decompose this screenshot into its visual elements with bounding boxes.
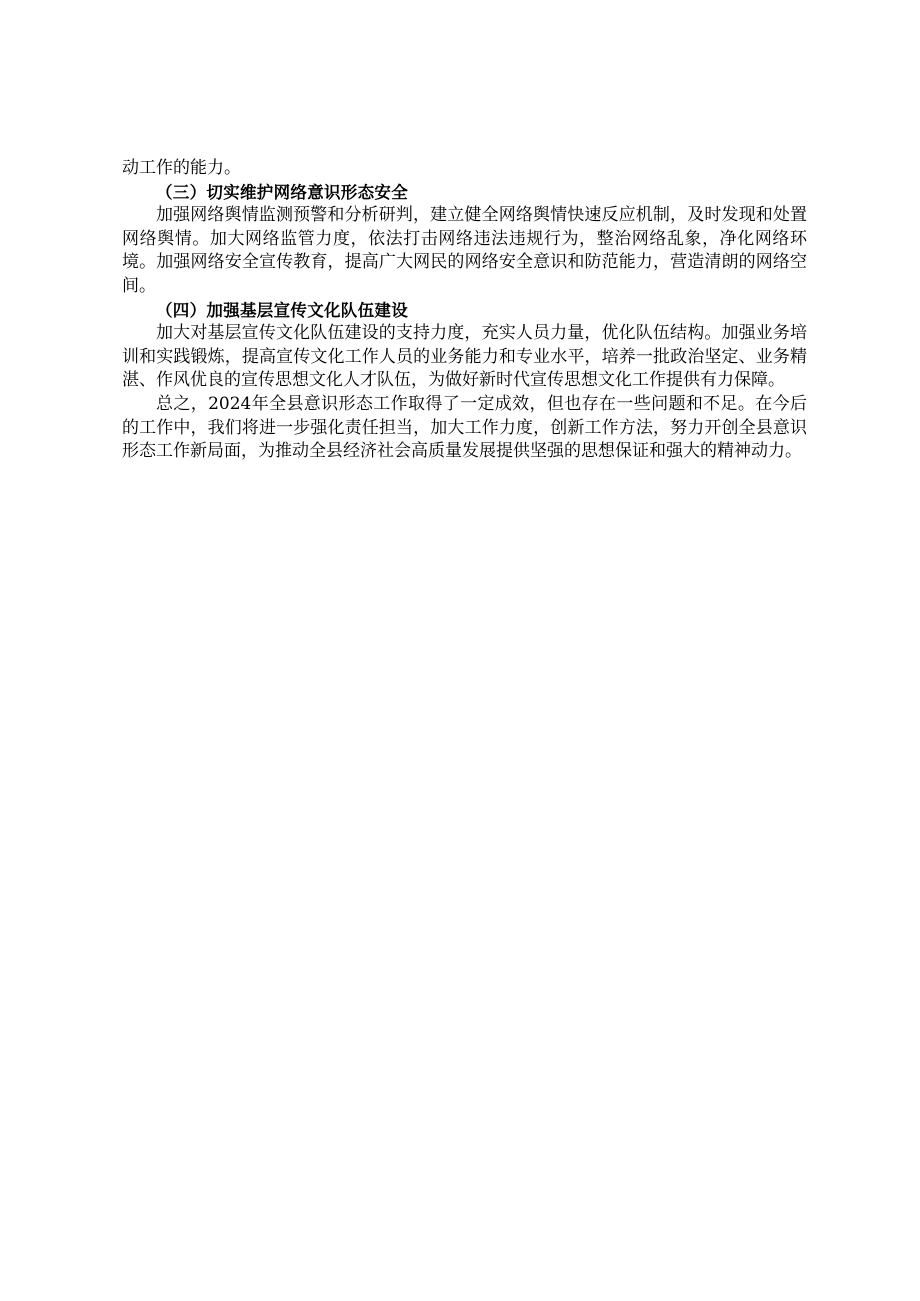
conclusion-paragraph: 总之，2024年全县意识形态工作取得了一定成效，但也存在一些问题和不足。在今后的工作中，我们将进一步强化责任担当，加大工作力度，创新工作方法，努力开创全县意识形态工作新局面，为推动全县经济社会高质量发展提供坚强的思想保证和强大的精神动力。 (122, 393, 807, 462)
section-body-three: 加强网络舆情监测预警和分析研判，建立健全网络舆情快速反应机制，及时发现和处置网络舆情。加大网络监管力度，依法打击网络违法违规行为，整治网络乱象，净化网络环境。加强网络安全宣传教育，提高广大网民的网络安全意识和防范能力，营造清朗的网络空间。 (122, 205, 807, 296)
section-heading-four: （四）加强基层宣传文化队伍建设 (156, 300, 408, 320)
document-page (122, 157, 807, 464)
section-heading-three: （三）切实维护网络意识形态安全 (156, 182, 408, 202)
continuation-paragraph: 动工作的能力。 (122, 158, 241, 178)
section-body-four: 加大对基层宣传文化队伍建设的支持力度，充实人员力量，优化队伍结构。加强业务培训和实践锻炼，提高宣传文化工作人员的业务能力和专业水平，培养一批政治坚定、业务精湛、作风优良的宣传思想文化人才队伍，为做好新时代宣传思想文化工作提供有力保障。 (122, 323, 807, 391)
